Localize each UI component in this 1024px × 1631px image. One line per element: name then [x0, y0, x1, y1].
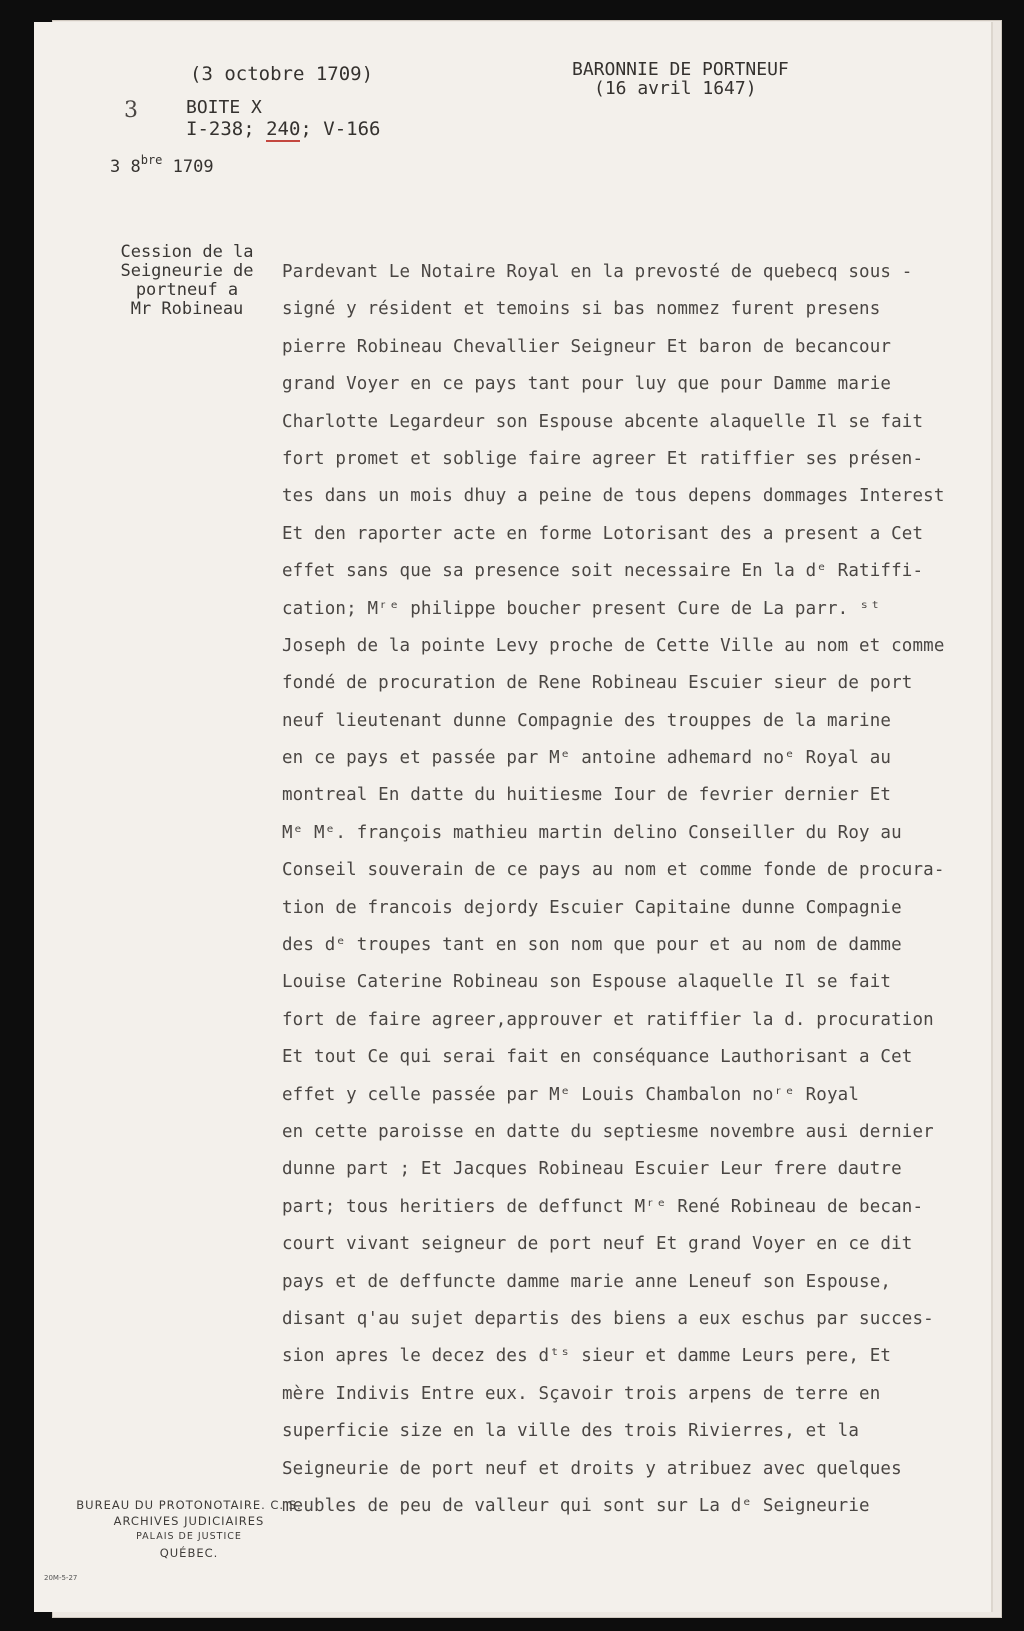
reference-numbers: [186, 119, 380, 139]
ref-underlined: 240: [266, 118, 301, 140]
body-line: fort de faire agreer,approuver et ratiffier la d. procuration: [282, 1009, 934, 1030]
body-line: part; tous heritiers de deffunct Mʳᵉ René Robineau de becan-: [282, 1196, 924, 1217]
body-line: sion apres le decez des dᵗˢ sieur et damme Leurs pere, Et: [282, 1346, 892, 1367]
body-line: fondé de procuration de Rene Robineau Escuier sieur de port: [282, 673, 913, 694]
body-line: fort promet et soblige faire agreer Et ratiffier ses présen-: [282, 448, 924, 469]
ref-prefix: I-238;: [186, 118, 267, 140]
body-line: effet sans que sa presence soit necessaire En la dᵉ Ratiffi-: [282, 561, 924, 582]
body-line: en cette paroisse en datte du septiesme novembre ausi dernier: [282, 1121, 934, 1142]
body-line: cation; Mʳᵉ philippe boucher present Cure de La parr. ˢᵗ: [282, 598, 881, 619]
box-label: BOITE X: [186, 97, 262, 118]
body-line: des dᵉ troupes tant en son nom que pour et au nom de damme: [282, 935, 902, 956]
handwritten-date: (3 octobre 1709): [190, 63, 374, 85]
body-line: Seigneurie de port neuf et droits y atribuez avec quelques: [282, 1458, 902, 1479]
body-line: tes dans un mois dhuy a peine de tous depens dommages Interest: [282, 486, 945, 507]
document-title-date: (16 avril 1647): [594, 78, 757, 99]
old-date-day: 3 8: [110, 157, 141, 177]
page-number: 3: [124, 98, 138, 123]
body-line: Louise Caterine Robineau son Espouse alaquelle Il se fait: [282, 972, 892, 993]
body-line: neuf lieutenant dunne Compagnie des trouppes de la marine: [282, 710, 892, 731]
form-code: 20M-5-27: [44, 1574, 78, 1582]
margin-note-line: Cession de la: [120, 242, 254, 262]
body-line: pays et de deffuncte damme marie anne Leneuf son Espouse,: [282, 1271, 892, 1292]
body-line: effet y celle passée par Mᵉ Louis Chambalon noʳᵉ Royal: [282, 1084, 860, 1105]
body-line: montreal En datte du huitiesme Iour de fevrier dernier Et: [282, 785, 892, 806]
body-line: court vivant seigneur de port neuf Et grand Voyer en ce dit: [282, 1234, 913, 1255]
old-date: [110, 150, 214, 177]
body-line: Et den raporter acte en forme Lotorisant des a present a Cet: [282, 523, 924, 544]
body-line: grand Voyer en ce pays tant pour luy que pour Damme marie: [282, 374, 892, 395]
archive-stamp: [64, 1497, 314, 1561]
margin-note-line: Mr Robineau: [130, 299, 244, 319]
body-line: Et tout Ce qui serai fait en conséquance Lauthorisant a Cet: [282, 1047, 913, 1068]
stamp-line: BUREAU DU PROTONOTAIRE. C. S.: [76, 1498, 302, 1512]
document-body: [282, 254, 972, 1525]
margin-note-line: Seigneurie de: [120, 261, 254, 281]
body-line: pierre Robineau Chevallier Seigneur Et baron de becancour: [282, 336, 892, 357]
body-line: meubles de peu de valleur qui sont sur La dᵉ Seigneurie: [282, 1495, 870, 1516]
body-line: tion de francois dejordy Escuier Capitaine dunne Compagnie: [282, 897, 902, 918]
old-date-year: 1709: [162, 157, 214, 177]
body-line: en ce pays et passée par Mᵉ antoine adhemard noᵉ Royal au: [282, 748, 892, 769]
stamp-line: ARCHIVES JUDICIAIRES: [113, 1514, 265, 1528]
margin-note: [112, 243, 262, 319]
body-line: Charlotte Legardeur son Espouse abcente alaquelle Il se fait: [282, 411, 924, 432]
body-line: signé y résident et temoins si bas nommez furent presens: [282, 299, 881, 320]
body-line: Mᵉ Mᵉ. françois mathieu martin delino Conseiller du Roy au: [282, 822, 902, 843]
body-line: Conseil souverain de ce pays au nom et comme fonde de procura-: [282, 860, 945, 881]
body-line: superficie size en la ville des trois Rivierres, et la: [282, 1421, 860, 1442]
document-page: [34, 22, 991, 1612]
body-line: dunne part ; Et Jacques Robineau Escuier Leur frere dautre: [282, 1159, 902, 1180]
body-line: Pardevant Le Notaire Royal en la prevosté de quebecq sous -: [282, 262, 913, 282]
stamp-line: QUÉBEC.: [159, 1546, 219, 1560]
body-line: mère Indivis Entre eux. Sçavoir trois arpens de terre en: [282, 1383, 881, 1404]
stamp-line: PALAIS DE JUSTICE: [136, 1531, 242, 1542]
old-date-sup: bre: [140, 153, 163, 167]
ref-suffix: ; V-166: [300, 118, 381, 140]
body-line: disant q'au sujet departis des biens a eux eschus par succes-: [282, 1308, 934, 1329]
body-line: Joseph de la pointe Levy proche de Cette Ville au nom et comme: [282, 635, 945, 656]
margin-note-line: portneuf a: [135, 280, 239, 300]
document-title: BARONNIE DE PORTNEUF: [572, 59, 789, 80]
